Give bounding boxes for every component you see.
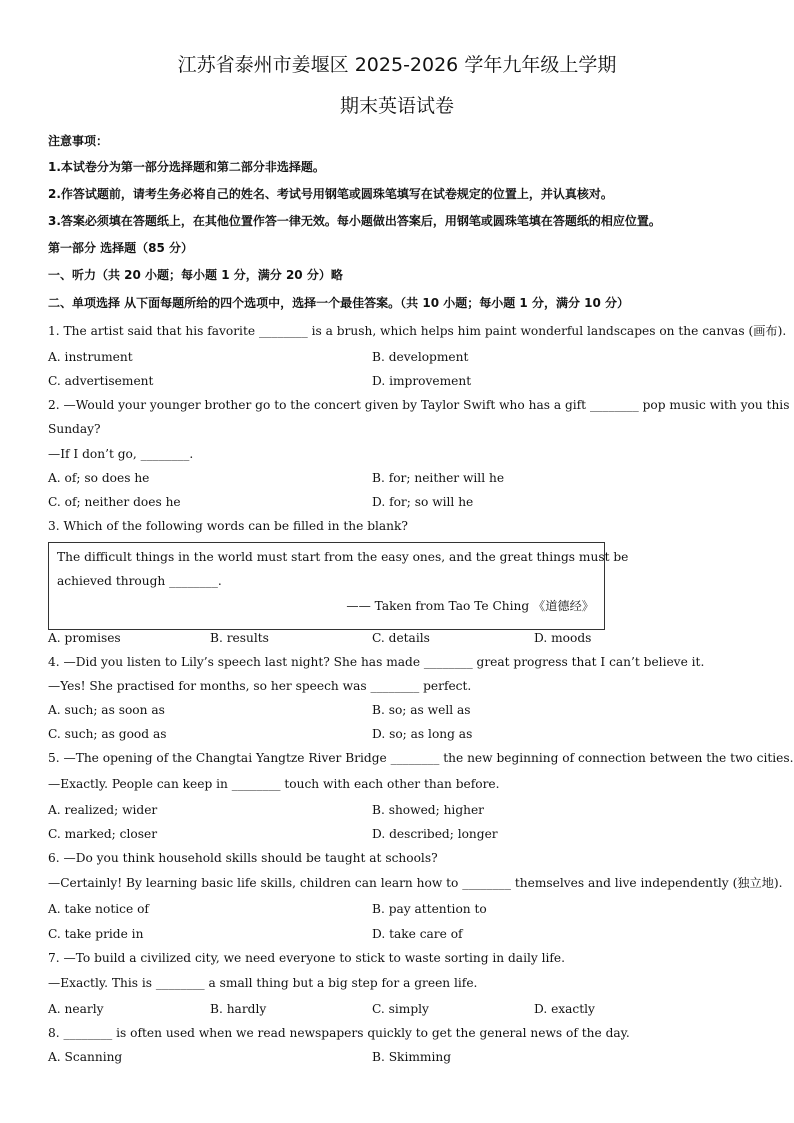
question-4-option-b: B. so; as well as — [372, 703, 471, 717]
question-4-option-a: A. such; as soon as — [48, 703, 165, 717]
question-3-option-c: C. details — [372, 631, 430, 645]
question-3-option-a: A. promises — [48, 631, 121, 645]
question-3-option-b: B. results — [210, 631, 269, 645]
question-7-stem-line2: —Exactly. This is ________ a small thing but a big step for a green life. — [48, 976, 478, 990]
notes-heading: 注意事项： — [48, 134, 109, 148]
question-1-stem: 1. The artist said that his favorite ________ is a brush, which helps him paint wonderful landscapes on the canvas (画布). — [48, 324, 787, 338]
question-5-stem-line2: —Exactly. People can keep in ________ touch with each other than before. — [48, 777, 500, 791]
question-1-option-a: A. instrument — [48, 350, 133, 364]
question-7-option-d: D. exactly — [534, 1002, 595, 1016]
quote-line-2: achieved through ________. — [57, 574, 222, 588]
question-3-stem: 3. Which of the following words can be filled in the blank? — [48, 519, 408, 533]
question-1-option-b: B. development — [372, 350, 469, 364]
note-item-3: 3.答案必须填在答题纸上，在其他位置作答一律无效。每小题做出答案后，用钢笔或圆珠笔填在答题纸的相应位置。 — [48, 214, 661, 228]
question-6-option-d: D. take care of — [372, 927, 463, 941]
quote-source: —— Taken from Tao Te Ching 《道德经》 — [346, 599, 594, 613]
exam-subtitle: 期末英语试卷 — [339, 95, 454, 117]
question-7-option-a: A. nearly — [48, 1002, 104, 1016]
question-5-option-d: D. described; longer — [372, 827, 498, 841]
question-7-stem-line1: 7. —To build a civilized city, we need everyone to stick to waste sorting in daily life. — [48, 951, 566, 965]
listening-heading: 一、听力（共 20 小题；每小题 1 分，满分 20 分）略 — [48, 268, 343, 282]
exam-title: 江苏省泰州市姜堰区 2025-2026 学年九年级上学期 — [177, 54, 617, 76]
question-4-option-c: C. such; as good as — [48, 727, 167, 741]
question-1-option-d: D. improvement — [372, 374, 472, 388]
question-6-stem-line2: —Certainly! By learning basic life skills, children can learn how to ________ themselves and live independently (独立地). — [48, 876, 783, 890]
question-7-option-b: B. hardly — [210, 1002, 267, 1016]
note-item-2: 2.作答试题前，请考生务必将自己的姓名、考试号用钢笔或圆珠笔填写在试卷规定的位置上，并认真核对。 — [48, 187, 613, 201]
question-2-option-c: C. of; neither does he — [48, 495, 181, 509]
question-5-option-c: C. marked; closer — [48, 827, 158, 841]
question-5-stem-line1: 5. —The opening of the Changtai Yangtze River Bridge ________ the new beginning of connection between the two cities. — [48, 751, 794, 765]
question-8-option-a: A. Scanning — [48, 1050, 123, 1064]
question-6-option-c: C. take pride in — [48, 927, 144, 941]
question-4-stem-line2: —Yes! She practised for months, so her speech was ________ perfect. — [48, 679, 472, 693]
question-4-stem-line1: 4. —Did you listen to Lily’s speech last night? She has made ________ great progress that I can’t believe it. — [48, 655, 705, 669]
question-6-stem-line1: 6. —Do you think household skills should be taught at schools? — [48, 851, 438, 865]
question-6-option-a: A. take notice of — [48, 902, 149, 916]
quote-box — [48, 542, 629, 630]
question-5-option-a: A. realized; wider — [48, 803, 158, 817]
question-2-option-d: D. for; so will he — [372, 495, 474, 509]
question-8-option-b: B. Skimming — [372, 1050, 451, 1064]
question-5-option-b: B. showed; higher — [372, 803, 485, 817]
question-8-stem: 8. ________ is often used when we read newspapers quickly to get the general news of the day. — [48, 1026, 630, 1040]
question-7-option-c: C. simply — [372, 1002, 429, 1016]
part1-heading: 第一部分 选择题（85 分） — [48, 241, 194, 255]
question-2-option-a: A. of; so does he — [48, 471, 150, 485]
single-choice-heading: 二、单项选择 从下面每题所给的四个选项中，选择一个最佳答案。（共 10 小题；每小题 1 分，满分 10 分） — [48, 296, 629, 310]
question-2-stem-line3: —If I don’t go, ________. — [48, 447, 194, 461]
question-6-option-b: B. pay attention to — [372, 902, 487, 916]
quote-line-1: The difficult things in the world must start from the easy ones, and the great things must be — [57, 550, 629, 564]
note-item-1: 1.本试卷分为第一部分选择题和第二部分非选择题。 — [48, 160, 325, 174]
question-2-stem-line2: Sunday? — [48, 422, 101, 436]
question-2-option-b: B. for; neither will he — [372, 471, 505, 485]
question-4-option-d: D. so; as long as — [372, 727, 473, 741]
question-3-option-d: D. moods — [534, 631, 592, 645]
question-2-stem-line1: 2. —Would your younger brother go to the concert given by Taylor Swift who has a gift ________ pop music with you this — [48, 398, 790, 412]
question-1-option-c: C. advertisement — [48, 374, 154, 388]
